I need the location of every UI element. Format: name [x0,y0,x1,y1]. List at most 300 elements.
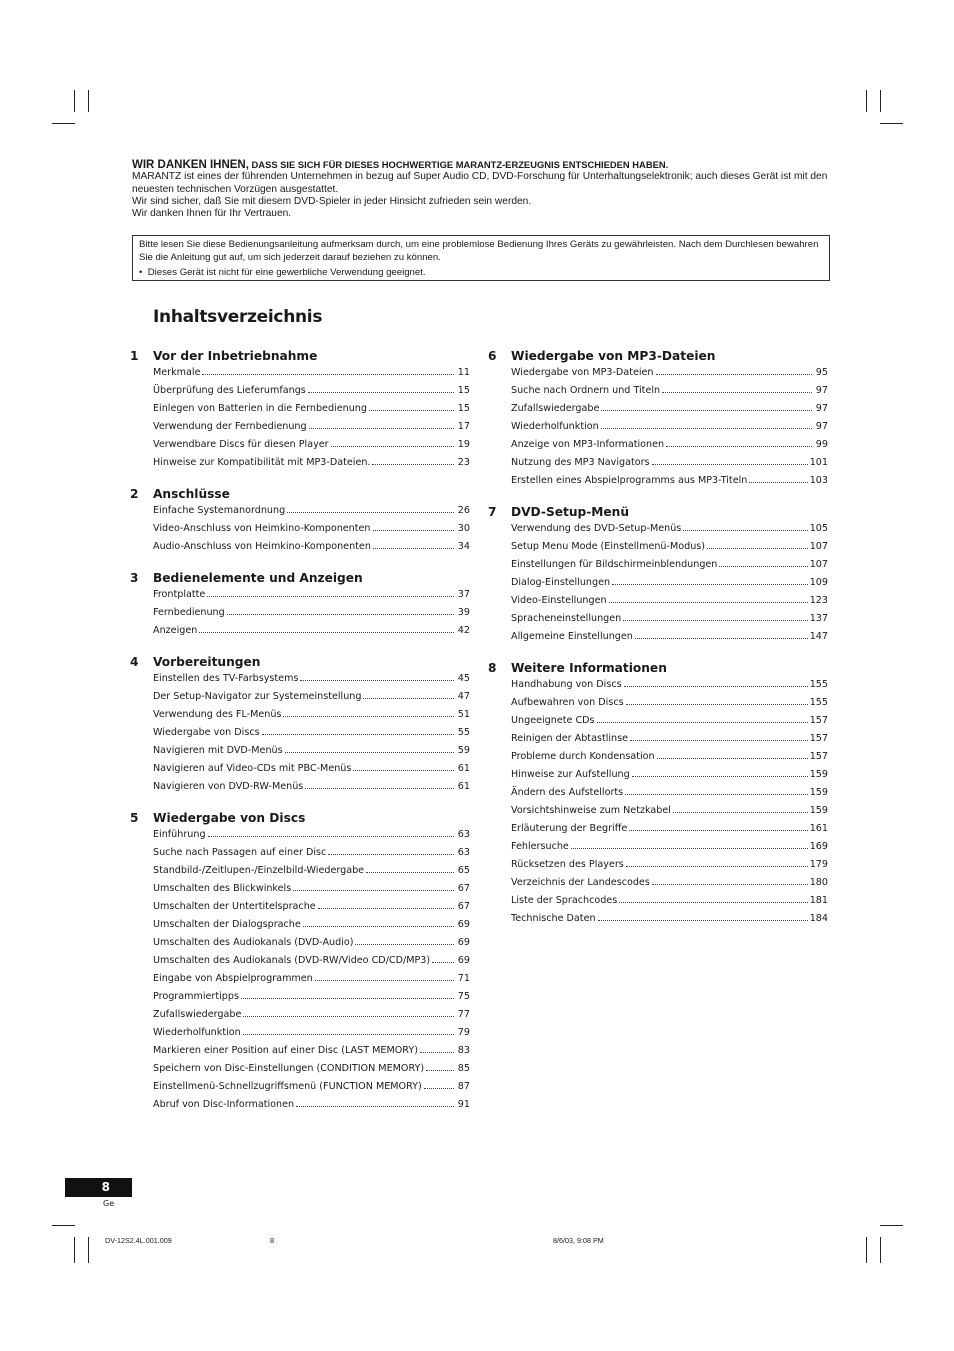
entry-title: Einstellen des TV-Farbsystems [153,673,299,684]
toc-entry[interactable] [511,748,828,766]
dot-leader [241,998,454,999]
entry-title: Navigieren auf Video-CDs mit PBC-Menüs [153,763,352,774]
dot-leader [331,446,454,447]
toc-entry[interactable] [153,1024,470,1042]
entry-page: 15 [457,403,470,414]
entry-title: Einstellmenü-Schnellzugriffsmenü (FUNCTION MEMORY) [153,1081,422,1092]
entry-page: 69 [457,919,470,930]
section-number: 1 [130,349,139,363]
entry-page: 83 [457,1045,470,1056]
toc-entry[interactable] [153,826,470,844]
entry-title: Navigieren mit DVD-Menüs [153,745,283,756]
section-title: Wiedergabe von Discs [153,811,306,825]
dot-leader [199,632,454,633]
entry-page: 42 [457,625,470,636]
entry-title: Wiederholfunktion [153,1027,241,1038]
dot-leader [207,596,454,597]
dot-leader [652,884,808,885]
entry-title: Umschalten der Dialogsprache [153,919,301,930]
entry-title: Überprüfung des Lieferumfangs [153,385,306,396]
dot-leader [287,512,454,513]
dot-leader [353,770,454,771]
entry-title: Allgemeine Einstellungen [511,631,633,642]
notice-text: Bitte lesen Sie diese Bedienungsanleitung aufmerksam durch, um eine problemlose Bedienung Ihres Geräts zu gewährleisten. Nach dem Durchlesen bewahren Sie die Anleitung gut auf, um sich jederzeit darauf beziehen zu können. [139,239,819,263]
entry-title: Umschalten der Untertitelsprache [153,901,316,912]
dot-leader [652,464,808,465]
entry-title: Standbild-/Zeitlupen-/Einzelbild-Wiedergabe [153,865,365,876]
entry-page: 157 [809,751,828,762]
toc-entry[interactable] [153,502,470,520]
entry-title: Zufallswiedergabe [153,1009,242,1020]
dot-leader [366,872,454,873]
entry-title: Erläuterung der Begriffe [511,823,628,834]
dot-leader [283,716,454,717]
toc-section [130,570,470,640]
dot-leader [683,530,807,531]
section-number: 5 [130,811,139,825]
entry-title: Verwendung des FL-Menüs [153,709,282,720]
entry-title: Suche nach Ordnern und Titeln [511,385,661,396]
toc-entry[interactable] [511,856,828,874]
dot-leader [707,548,808,549]
toc-entry[interactable] [511,400,828,418]
toc-entry[interactable] [511,892,828,910]
entry-title: Speichern von Disc-Einstellungen (CONDITION MEMORY) [153,1063,425,1074]
entry-page: 107 [809,559,828,570]
entry-page: 51 [457,709,470,720]
entry-page: 180 [809,877,828,888]
toc-section [488,660,828,928]
toc-entry[interactable] [153,880,470,898]
entry-page: 155 [809,679,828,690]
entry-page: 85 [457,1063,470,1074]
entry-page: 19 [457,439,470,450]
entry-title: Handhabung von Discs [511,679,622,690]
entry-title: Suche nach Passagen auf einer Disc [153,847,327,858]
notice-bullet-text: Dieses Gerät ist nicht für eine gewerbliche Verwendung geeignet. [147,267,426,278]
dot-leader [749,482,807,483]
section-heading [130,348,470,364]
dot-leader [635,638,808,639]
entry-title: Hinweise zur Kompatibilität mit MP3-Dateien. [153,457,371,468]
entry-title: Anzeigen [153,625,198,636]
entry-page: 123 [809,595,828,606]
toc-entry[interactable] [511,802,828,820]
dot-leader [308,392,454,393]
section-title: DVD-Setup-Menü [511,505,630,519]
dot-leader [355,944,454,945]
entry-title: Der Setup-Navigator zur Systemeinstellung [153,691,362,702]
toc-section [488,348,828,490]
dot-leader [424,1088,454,1089]
section-heading [130,486,470,502]
toc-entry[interactable] [153,1042,470,1060]
entry-title: Nutzung des MP3 Navigators [511,457,650,468]
toc-title: Inhaltsverzeichnis [153,307,323,327]
entry-page: 59 [457,745,470,756]
toc-entry[interactable] [153,622,470,640]
entry-title: Erstellen eines Abspielprogramms aus MP3-Titeln [511,475,748,486]
dot-leader [373,530,454,531]
toc-entry[interactable] [511,838,828,856]
section-heading [130,654,470,670]
headline-rest: DASS SIE SICH FÜR DIESES HOCHWERTIGE MARANTZ-ERZEUGNIS ENTSCHIEDEN HABEN. [251,159,669,170]
toc-section [130,810,470,1114]
dot-leader [243,1034,454,1035]
toc-entry[interactable] [153,988,470,1006]
entry-page: 30 [457,523,470,534]
entry-page: 169 [809,841,828,852]
toc-entry[interactable] [511,820,828,838]
entry-title: Audio-Anschluss von Heimkino-Komponenten [153,541,371,552]
entry-page: 87 [457,1081,470,1092]
section-heading [488,660,828,676]
entry-page: 37 [457,589,470,600]
toc-entry[interactable] [511,538,828,556]
entry-page: 161 [809,823,828,834]
entry-page: 147 [809,631,828,642]
entry-page: 69 [457,937,470,948]
entry-page: 105 [809,523,828,534]
entry-title: Ungeeignete CDs [511,715,595,726]
section-number: 7 [488,505,497,519]
entry-title: Anzeige von MP3-Informationen [511,439,665,450]
dot-leader [372,464,454,465]
entry-page: 61 [457,763,470,774]
toc-section [130,348,470,472]
entry-page: 137 [809,613,828,624]
dot-leader [208,836,454,837]
entry-title: Video-Einstellungen [511,595,607,606]
entry-title: Dialog-Einstellungen [511,577,611,588]
entry-title: Verwendung des DVD-Setup-Menüs [511,523,682,534]
entry-page: 101 [809,457,828,468]
entry-title: Einstellungen für Bildschirmeinblendungen [511,559,718,570]
dot-leader [632,776,808,777]
entry-title: Einfache Systemanordnung [153,505,286,516]
entry-page: 63 [457,847,470,858]
entry-page: 159 [809,805,828,816]
toc-section [130,486,470,556]
toc-entry[interactable] [511,556,828,574]
entry-title: Verwendbare Discs für diesen Player [153,439,329,450]
dot-leader [328,854,454,855]
toc-entry[interactable] [153,586,470,604]
entry-page: 157 [809,715,828,726]
toc-entry[interactable] [153,670,470,688]
toc-entry[interactable] [511,694,828,712]
dot-leader [629,830,807,831]
dot-leader [601,410,812,411]
dot-leader [597,722,808,723]
entry-title: Video-Anschluss von Heimkino-Komponenten [153,523,371,534]
dot-leader [601,428,812,429]
dot-leader [656,374,812,375]
toc-entry[interactable] [511,784,828,802]
entry-page: 181 [809,895,828,906]
toc-entry[interactable] [153,418,470,436]
dot-leader [666,446,812,447]
entry-title: Liste der Sprachcodes [511,895,618,906]
toc-entry[interactable] [511,418,828,436]
toc-entry[interactable] [511,766,828,784]
dot-leader [719,566,807,567]
entry-title: Verzeichnis der Landescodes [511,877,650,888]
entry-title: Wiedergabe von Discs [153,727,260,738]
section-title: Wiedergabe von MP3-Dateien [511,349,716,363]
entry-title: Vorsichtshinweise zum Netzkabel [511,805,671,816]
section-heading [130,570,470,586]
toc-entry[interactable] [511,472,828,490]
entry-title: Hinweise zur Aufstellung [511,769,630,780]
entry-title: Verwendung der Fernbedienung [153,421,307,432]
toc-entry[interactable] [511,874,828,892]
entry-title: Programmiertipps [153,991,239,1002]
entry-page: 75 [457,991,470,1002]
entry-page: 159 [809,769,828,780]
entry-title: Aufbewahren von Discs [511,697,624,708]
toc-entry[interactable] [153,862,470,880]
entry-title: Einlegen von Batterien in die Fernbedienung [153,403,367,414]
section-number: 2 [130,487,139,501]
dot-leader [657,758,808,759]
toc-entry[interactable] [153,724,470,742]
entry-page: 69 [457,955,470,966]
toc-entry[interactable] [511,364,828,382]
section-heading [488,348,828,364]
dot-leader [612,584,808,585]
entry-page: 23 [457,457,470,468]
footer-file: DV-12S2.4L.001.009 [105,1236,172,1245]
entry-page: 77 [457,1009,470,1020]
dot-leader [363,698,454,699]
toc-entry[interactable] [511,676,828,694]
entry-page: 26 [457,505,470,516]
entry-title: Wiedergabe von MP3-Dateien [511,367,654,378]
section-title: Anschlüsse [153,487,230,501]
entry-page: 65 [457,865,470,876]
dot-leader [619,902,807,903]
entry-title: Fehlersuche [511,841,569,852]
dot-leader [315,980,454,981]
entry-page: 159 [809,787,828,798]
section-title: Weitere Informationen [511,661,667,675]
dot-leader [624,686,808,687]
dot-leader [296,1106,454,1107]
dot-leader [285,752,454,753]
toc-entry[interactable] [511,520,828,538]
section-number: 6 [488,349,497,363]
language-code: Ge [103,1199,115,1208]
dot-leader [625,794,808,795]
toc-entry[interactable] [511,730,828,748]
entry-page: 11 [457,367,470,378]
entry-title: Abruf von Disc-Informationen [153,1099,295,1110]
toc-entry[interactable] [153,688,470,706]
section-title: Bedienelemente und Anzeigen [153,571,363,585]
toc-entry[interactable] [511,910,828,928]
toc-entry[interactable] [153,742,470,760]
toc-entry[interactable] [153,538,470,556]
intro-headline [132,159,832,171]
entry-page: 71 [457,973,470,984]
entry-page: 97 [815,403,828,414]
footer-page: 8 [270,1236,274,1245]
entry-page: 103 [809,475,828,486]
notice-box [132,235,830,281]
entry-page: 17 [457,421,470,432]
intro-line: Wir sind sicher, daß Sie mit diesem DVD-Spieler in jeder Hinsicht zufrieden sein werden. [132,195,532,207]
entry-title: Spracheneinstellungen [511,613,622,624]
toc-entry[interactable] [153,1096,470,1114]
dot-leader [293,890,454,891]
entry-page: 95 [815,367,828,378]
section-number: 8 [488,661,497,675]
entry-title: Fernbedienung [153,607,225,618]
dot-leader [303,926,454,927]
entry-title: Setup Menu Mode (Einstellmenü-Modus) [511,541,706,552]
toc-entry[interactable] [153,604,470,622]
entry-page: 79 [457,1027,470,1038]
dot-leader [623,620,807,621]
entry-page: 45 [457,673,470,684]
entry-title: Einführung [153,829,206,840]
entry-title: Rücksetzen des Players [511,859,624,870]
dot-leader [227,614,454,615]
entry-page: 15 [457,385,470,396]
entry-page: 184 [809,913,828,924]
entry-title: Zufallswiedergabe [511,403,600,414]
intro [132,159,832,220]
entry-title: Eingabe von Abspielprogrammen [153,973,313,984]
entry-title: Ändern des Aufstellorts [511,787,624,798]
entry-page: 157 [809,733,828,744]
toc-entry[interactable] [153,934,470,952]
toc-entry[interactable] [153,364,470,382]
section-title: Vor der Inbetriebnahme [153,349,318,363]
toc-entry[interactable] [153,1060,470,1078]
entry-page: 47 [457,691,470,702]
entry-page: 155 [809,697,828,708]
toc-entry[interactable] [153,400,470,418]
entry-page: 107 [809,541,828,552]
toc-column-left [130,348,470,1128]
toc-entry[interactable] [153,454,470,472]
section-heading [488,504,828,520]
dot-leader [262,734,454,735]
toc-entry[interactable] [511,610,828,628]
toc-section [130,654,470,796]
entry-page: 109 [809,577,828,588]
dot-leader [432,962,454,963]
toc-entry[interactable] [153,898,470,916]
page-number: 8 [65,1178,132,1197]
footer-date: 8/6/03, 9:08 PM [553,1236,604,1245]
toc-entry[interactable] [153,436,470,454]
entry-title: Merkmale [153,367,201,378]
entry-title: Markieren einer Position auf einer Disc (LAST MEMORY) [153,1045,418,1056]
dot-leader [373,548,454,549]
toc-entry[interactable] [511,382,828,400]
toc-entry[interactable] [153,916,470,934]
intro-line: Wir danken Ihnen für Ihr Vertrauen. [132,208,292,220]
dot-leader [598,920,808,921]
toc-entry[interactable] [153,706,470,724]
toc-entry[interactable] [511,436,828,454]
dot-leader [609,602,808,603]
entry-title: Umschalten des Blickwinkels [153,883,292,894]
toc-entry[interactable] [153,382,470,400]
dot-leader [243,1016,454,1017]
entry-page: 97 [815,421,828,432]
section-title: Vorbereitungen [153,655,261,669]
entry-title: Umschalten des Audiokanals (DVD-Audio) [153,937,354,948]
entry-title: Wiederholfunktion [511,421,599,432]
toc-entry[interactable] [153,520,470,538]
toc-entry[interactable] [153,1006,470,1024]
dot-leader [202,374,454,375]
entry-title: Technische Daten [511,913,596,924]
entry-page: 34 [457,541,470,552]
toc-entry[interactable] [153,952,470,970]
entry-page: 99 [815,439,828,450]
entry-page: 67 [457,883,470,894]
toc-column-right [488,348,828,942]
dot-leader [630,740,808,741]
dot-leader [662,392,812,393]
dot-leader [626,866,808,867]
toc-entry[interactable] [511,628,828,646]
entry-page: 91 [457,1099,470,1110]
headline-big: WIR DANKEN IHNEN, [132,159,249,171]
entry-title: Reinigen der Abtastlinse [511,733,629,744]
toc-entry[interactable] [511,574,828,592]
section-number: 4 [130,655,139,669]
toc-entry[interactable] [153,1078,470,1096]
toc-entry[interactable] [153,844,470,862]
toc-entry[interactable] [511,454,828,472]
toc-entry[interactable] [153,760,470,778]
dot-leader [571,848,808,849]
entry-page: 39 [457,607,470,618]
dot-leader [305,788,454,789]
entry-page: 97 [815,385,828,396]
toc-section [488,504,828,646]
entry-page: 179 [809,859,828,870]
dot-leader [300,680,454,681]
section-number: 3 [130,571,139,585]
entry-page: 67 [457,901,470,912]
entry-title: Umschalten des Audiokanals (DVD-RW/Video CD/CD/MP3) [153,955,431,966]
notice-bullet: • Dieses Gerät ist nicht für eine gewerbliche Verwendung geeignet. [139,267,426,278]
dot-leader [420,1052,454,1053]
entry-page: 61 [457,781,470,792]
entry-page: 55 [457,727,470,738]
intro-line: MARANTZ ist eines der führenden Unternehmen in bezug auf Super Audio CD, DVD-Forschung für Unterhaltungselektronik; auch dieses Gerät ist mit den neuesten technischen Vorzügen ausgestattet. [132,171,828,195]
entry-page: 63 [457,829,470,840]
toc-entry[interactable] [511,712,828,730]
toc-entry[interactable] [511,592,828,610]
dot-leader [318,908,454,909]
toc-entry[interactable] [153,778,470,796]
dot-leader [426,1070,454,1071]
entry-title: Navigieren von DVD-RW-Menüs [153,781,304,792]
entry-title: Frontplatte [153,589,206,600]
toc-entry[interactable] [153,970,470,988]
entry-title: Probleme durch Kondensation [511,751,655,762]
dot-leader [309,428,454,429]
dot-leader [369,410,454,411]
